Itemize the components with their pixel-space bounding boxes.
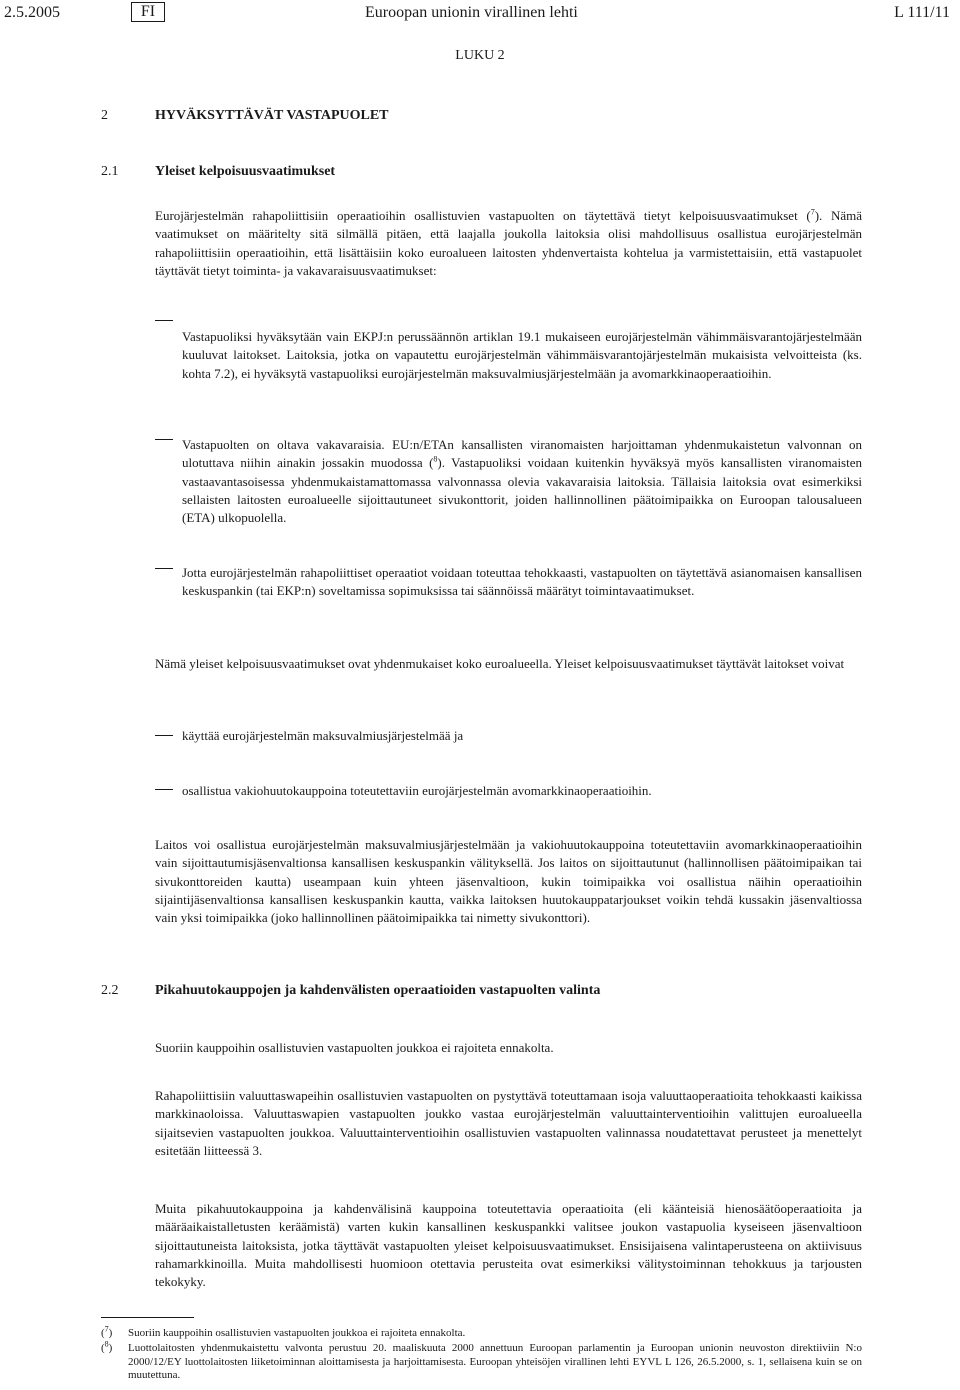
section-number: 2.1: [101, 164, 119, 179]
chapter-heading: LUKU 2: [455, 48, 505, 63]
language-code-box: FI: [131, 2, 165, 22]
section-number: 2: [101, 108, 108, 123]
dash-bullet: [155, 789, 173, 790]
header-date: 2.5.2005: [4, 4, 60, 21]
list-item-standing-facilities: käyttää eurojärjestelmän maksuvalmiusjärjestelmää ja: [182, 728, 464, 743]
footnote-mark-8: ($^8$): [101, 1339, 113, 1354]
section-title: Pikahuutokauppojen ja kahdenvälisten operaatioiden vastapuolten valinta: [155, 983, 601, 998]
section-title: Yleiset kelpoisuusvaatimukset: [155, 164, 336, 179]
section-2-2-heading: [101, 983, 600, 999]
list-item-open-market: osallistua vakiohuutokauppoina toteutettaviin eurojärjestelmän avomarkkinaoperaatioihin.: [182, 783, 652, 798]
footnote-ref-7[interactable]: 7: [810, 207, 815, 217]
footnote-ref-8[interactable]: 8: [433, 454, 438, 464]
outright-transactions-paragraph: Suoriin kauppoihin osallistuvien vastapuolten joukkoa ei rajoiteta ennakolta.: [155, 1040, 554, 1055]
section-title: HYVÄKSYTTÄVÄT VASTAPUOLET: [155, 108, 389, 123]
footnote-mark-7: ($^7$): [101, 1324, 113, 1339]
page-reference: L 111/11: [894, 4, 950, 21]
footnote-7-text: Suoriin kauppoihin osallistuvien vastapuolten joukkoa ei rajoiteta ennakolta.: [128, 1327, 466, 1339]
footnote-8-text: Luottolaitosten yhdenmukaistettu valvonta perustuu 20. maaliskuuta 2000 annettuun Euroopan parlamentin ja Euroopan unionin neuvoston direktiiviin N:o 2000/12/EY luottolaitosten liiketoiminnan aloittamisesta ja harjoittamisesta. Euroopan yhteisöjen virallinen lehti EYVL L 126, 26.5.2000, s. 1, sellaisena kuin se on muutettuna.: [128, 1342, 862, 1382]
list-item-eligibility: Vastapuoliksi hyväksytään vain EKPJ:n perussäännön artiklan 19.1 mukaiseen eurojärjestelmän vähimmäisvarantojärjestelmään kuuluvat laitokset. Laitoksia, jotka on vapautettu eurojärjestelmän vähimmäisvarantojärjestelmän mukaisista velvoitteista (ks. kohta 7.2), ei hyväksytä vastapuoliksi eurojärjestelmän maksuvalmiusjärjestelmään ja avomarkkinaoperaatioihin.: [182, 329, 862, 381]
section-number: 2.2: [101, 983, 119, 998]
dash-bullet: [155, 320, 173, 321]
institution-paragraph: Laitos voi osallistua eurojärjestelmän maksuvalmiusjärjestelmään ja vakiohuutokauppoina toteutettaviin avomarkkinaoperaatioihin vain sijoittautumisjäsenvaltionsa kansallisen keskuspankin välityksellä. Jos laitos on sijoittautunut (hallinnollisen päätoimipaikan tai sivukonttoreiden kautta) useampaan kuin yhteen jäsenvaltioon, kukin toimipaikka voi osallistua näihin operaatioihin sijaintijäsenvaltionsa kansallisen keskuspankin kautta, vaikka laitoksen huutokauppatarjoukset voikin tehdä kussakin jäsenvaltiossa vain yksi toimipaikka (joko hallinnollinen päätoimipaikka tai nimetty sivukonttori).: [155, 837, 862, 926]
list-item-soundness: Vastapuolten on oltava vakavaraisia. EU:n/ETAn kansallisten viranomaisten harjoittaman yhdenmukaistetun valvonnan on ulotuttava niihin ainakin jossakin muodossa ($^8$). Vastapuoliksi voidaan kuitenkin hyväksyä myös kansallisten viranomaisten vastaavantasoisessa yhdenmukaistamattomassa valvonnassa olevia vakavaraisia laitoksia. Tällaisia laitoksia ovat esimerkiksi sellaisten laitosten euroalueelle sijoittautuneet sivukonttorit, joiden hallinnollinen päätoimipaikka on Euroopan talousalueen (ETA) ulkopuolella.: [182, 437, 863, 526]
section-2-1-heading: [101, 164, 335, 180]
section-2-heading: [101, 108, 389, 124]
footnote-separator: [101, 1317, 194, 1318]
dash-bullet: [155, 439, 173, 440]
dash-bullet: [155, 735, 173, 736]
other-operations-paragraph: Muita pikahuutokauppoina ja kahdenvälisinä kauppoina toteutettavia operaatioita (eli käänteisiä hienosäätöoperaatioita ja määräaikaistalletusten keräämistä) varten kukin kansallinen keskuspankki valitsee joukon vastapuolia kyseiseen jäsenvaltioon sijoittautuneista laitoksista, jotka täyttävät vastapuolten yleiset kelpoisuusvaatimukset. Ensisijaisena valintaperusteena on aktiivisuus rahamarkkinoilla. Muita mahdollisesti huomioon otettavia perusteita ovat esimerkiksi välitystoiminnan tehokkuus ja tarjousten tekokyky.: [155, 1201, 862, 1290]
uniform-criteria-paragraph: Nämä yleiset kelpoisuusvaatimukset ovat yhdenmukaiset koko euroalueella. Yleiset kelpoisuusvaatimukset täyttävät laitokset voivat: [155, 656, 845, 671]
journal-title: Euroopan unionin virallinen lehti: [365, 4, 578, 21]
fx-swaps-paragraph: Rahapoliittisiin valuuttaswapeihin osallistuvien vastapuolten on pystyttävä toteuttamaan isoja valuuttaoperaatioita tehokkaasti kaikissa markkinaoloissa. Valuuttaswapien vastapuolten joukko vastaa eurojärjestelmän valuuttainterventioihin valittujen euroalueella sijaitsevien vastapuolten joukkoa. Valuuttainterventioihin osallistuvien vastapuolten valinnassa noudatettavat perusteet ja menettelyt esitetään liitteessä 3.: [155, 1088, 862, 1158]
intro-paragraph: Eurojärjestelmän rahapoliittisiin operaatioihin osallistuvien vastapuolten on täytettävä tietyt kelpoisuusvaatimukset ($^7$). Nämä vaatimukset on määritelty sitä silmällä pitäen, että laajalla joukolla laitoksia olisi mahdollisuus osallistua eurojärjestelmän rahapoliittisiin operaatioihin, että lisättäisiin koko euroalueen laitosten yhdenvertaista kohtelua ja varmistettaisiin, että vastapuolet täyttävät tietyt toiminta- ja vakavaraisuusvaatimukset:: [155, 207, 862, 278]
dash-bullet: [155, 568, 173, 569]
list-item-operational: Jotta eurojärjestelmän rahapoliittiset operaatiot voidaan toteuttaa tehokkaasti, vastapuolten on täytettävä asianomaisen kansallisen keskuspankin (tai EKP:n) soveltamissa sopimuksissa tai säännöissä määrätyt toimintavaatimukset.: [182, 565, 862, 599]
